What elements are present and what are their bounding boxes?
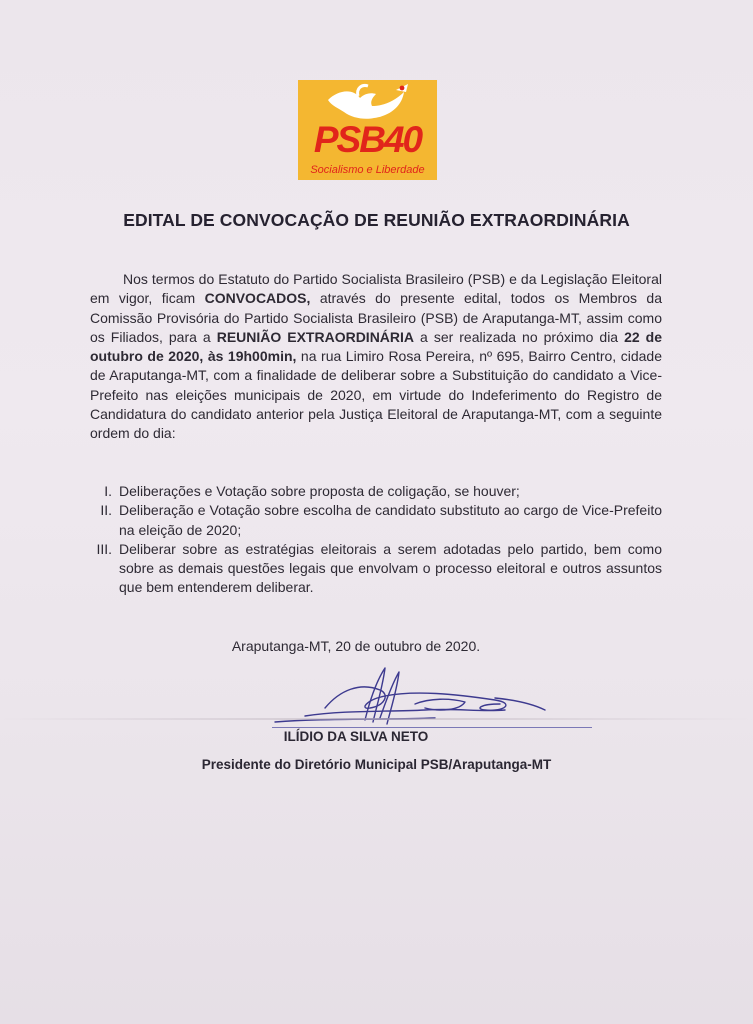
agenda-item-text: Deliberação e Votação sobre escolha de candidato substituto ao cargo de Vice-Prefeito na eleição de 2020; xyxy=(119,502,662,538)
body-text-4: na rua Limiro Rosa Pereira, nº 695, Bairro Centro, cidade de Araputanga-MT, com a finalidade de deliberar sobre a Substituição do candidato a Vice-Prefeito nas eleições municipais de 2020, em virtude do Indeferimento do Registro de Candidatura do candidato anterior pela Justiça Eleitoral de Araputanga-MT, com a seguinte ordem do dia: xyxy=(90,348,662,442)
agenda-list xyxy=(92,482,662,598)
logo-brand-text: PSB40 xyxy=(313,119,422,160)
body-bold-1: CONVOCADOS, xyxy=(204,290,311,307)
psb-logo xyxy=(298,80,437,180)
date-place-line: Araputanga-MT, 20 de outubro de 2020. xyxy=(231,638,481,654)
agenda-item xyxy=(92,501,662,540)
agenda-item xyxy=(92,482,662,501)
paper-fold xyxy=(0,718,753,720)
signatory-role: Presidente do Diretório Municipal PSB/Araputanga-MT xyxy=(201,757,552,772)
agenda-item-number: III. xyxy=(96,540,112,557)
logo-slogan: Socialismo e Liberdade xyxy=(310,164,425,176)
body-text-2: através do presente edital, todos os Membros da Comissão Provisória do Partido Socialista Brasileiro (PSB) de Araputanga-MT, assim como os Filiados, para a xyxy=(90,290,662,345)
body-paragraph xyxy=(90,270,662,444)
agenda-item-text: Deliberações e Votação sobre proposta de coligação, se houver; xyxy=(119,483,520,499)
signature-line xyxy=(272,727,592,728)
handwritten-signature xyxy=(265,660,625,740)
agenda-item xyxy=(92,540,662,598)
agenda-item-number: II. xyxy=(100,502,112,519)
agenda-item-text: Deliberar sobre as estratégias eleitorais a serem adotadas pelo partido, bem como sobre as demais questões legais que envolvam o processo eleitoral e outros assuntos que bem entenderem deliberar. xyxy=(119,540,662,596)
document-title: EDITAL DE CONVOCAÇÃO DE REUNIÃO EXTRAORDINÁRIA xyxy=(123,210,630,230)
body-bold-2: REUNIÃO EXTRAORDINÁRIA xyxy=(216,328,415,345)
body-text-1: Nos termos do Estatuto do Partido Socialista Brasileiro (PSB) e da Legislação Eleitoral em vigor, ficam xyxy=(90,271,662,307)
body-bold-3: 22 de outubro de 2020, às 19h00min, xyxy=(90,328,662,365)
signatory-name: ILÍDIO DA SILVA NETO xyxy=(283,729,429,744)
agenda-item-number: I. xyxy=(104,483,112,499)
body-text-3: a ser realizada no próximo dia xyxy=(414,328,625,345)
